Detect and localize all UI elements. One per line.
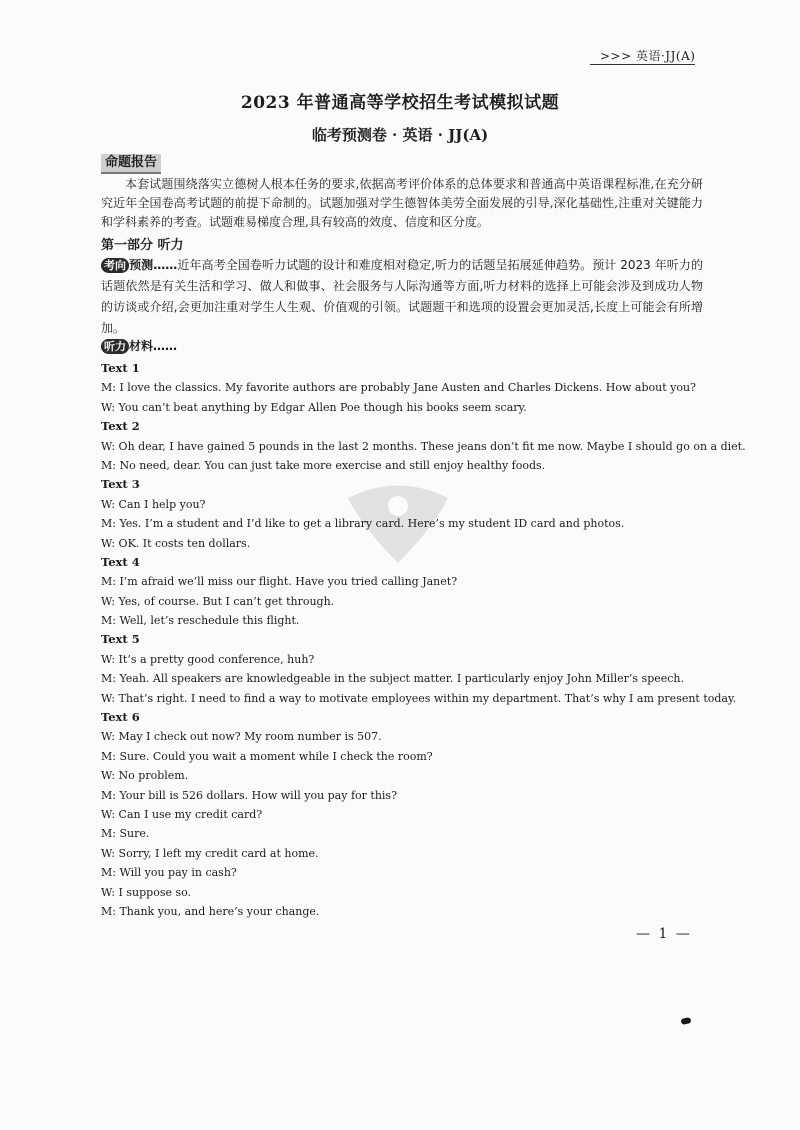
dialogue-line: M: Well, let’s reschedule this flight. [101, 614, 300, 628]
dialogue-line: W: You can’t beat anything by Edgar Allen Poe though his books seem scary. [101, 400, 527, 414]
exam-title: 2023 年普通高等学校招生考试模拟试题 [240, 93, 560, 113]
dialogue-line: W: Can I help you? [101, 497, 206, 511]
dialogue-line: W: It’s a pretty good conference, huh? [101, 652, 315, 666]
forecast-paragraph [101, 255, 703, 339]
running-head: >>> 英语·JJ(A) [600, 49, 696, 63]
text-title: Text 3 [101, 477, 140, 492]
dialogue-line: M: Sure. Could you wait a moment while I check the room? [101, 749, 433, 763]
text-title: Text 2 [101, 419, 140, 434]
dialogue-line: W: No problem. [101, 769, 189, 783]
transcript [101, 359, 746, 921]
forecast-label: 预测…… [129, 258, 178, 272]
exam-subtitle: 临考预测卷 · 英语 · JJ(A) [311, 126, 489, 144]
materials-badge: 听力 [101, 339, 129, 354]
dialogue-line: M: Your bill is 526 dollars. How will you pay for this? [101, 788, 397, 802]
dialogue-line: M: Thank you, and here’s your change. [101, 904, 320, 918]
dialogue-line: M: Sure. [101, 827, 150, 841]
report-body: 本套试题围绕落实立德树人根本任务的要求,依据高考评价体系的总体要求和普通高中英语课程标准,在充分研究近年全国卷高考试题的前提下命制的。试题加强对学生德智体美劳全面发展的引导,深化基础性,注重对关键能力和学科素养的考查。试题难易梯度合理,具有较高的效度、信度和区分度。 [101, 177, 703, 229]
dialogue-line: M: I’m afraid we’ll miss our flight. Have you tried calling Janet? [101, 575, 458, 589]
materials-label: 材料…… [129, 339, 178, 353]
dialogue-line: W: May I check out now? My room number is 507. [101, 730, 382, 744]
text-title: Text 4 [101, 554, 140, 569]
dialogue-line: W: Can I use my credit card? [101, 807, 263, 821]
header-rule [590, 64, 695, 65]
dialogue-line: M: Yeah. All speakers are knowledgeable in the subject matter. I particularly enjoy John Miller’s speech. [101, 672, 684, 686]
text-title: Text 1 [101, 361, 140, 375]
dialogue-line: W: Oh dear, I have gained 5 pounds in the last 2 months. These jeans don’t fit me now. Maybe I should go on a diet. [101, 439, 746, 453]
dialogue-line: M: Will you pay in cash? [101, 866, 237, 880]
dialogue-line: W: That’s right. I need to find a way to motivate employees within my department. That’s why I am present today. [101, 691, 737, 705]
scan-speck [680, 1017, 691, 1025]
dialogue-line: M: I love the classics. My favorite authors are probably Jane Austen and Charles Dickens. How about you? [101, 381, 696, 395]
report-label: 命题报告 [101, 154, 161, 174]
dialogue-line: M: No need, dear. You can just take more exercise and still enjoy healthy foods. [101, 458, 546, 472]
forecast-badge: 考向 [101, 258, 129, 273]
text-title: Text 5 [101, 632, 140, 647]
text-title: Text 6 [101, 710, 140, 725]
dialogue-line: M: Yes. I’m a student and I’d like to get a library card. Here’s my student ID card and photos. [101, 517, 625, 531]
dialogue-line: W: OK. It costs ten dollars. [101, 536, 251, 550]
materials-heading [101, 337, 177, 354]
dialogue-line: W: Yes, of course. But I can’t get through. [101, 594, 335, 608]
dialogue-line: W: Sorry, I left my credit card at home. [101, 846, 319, 860]
page-number: — 1 — [636, 926, 692, 942]
part-heading: 第一部分 听力 [101, 238, 184, 253]
forecast-body: 近年高考全国卷听力试题的设计和难度相对稳定,听力的话题呈拓展延伸趋势。预计 2023 年听力的话题依然是有关生活和学习、做人和做事、社会服务与人际沟通等方面,听力材料的选择上可能会涉及到成功人物的访谈或介绍,会更加注重对学生人生观、价值观的引领。试题题干和选项的设置会更加灵活,长度上可能会有所增加。 [101, 258, 703, 335]
dialogue-line: W: I suppose so. [101, 885, 192, 899]
